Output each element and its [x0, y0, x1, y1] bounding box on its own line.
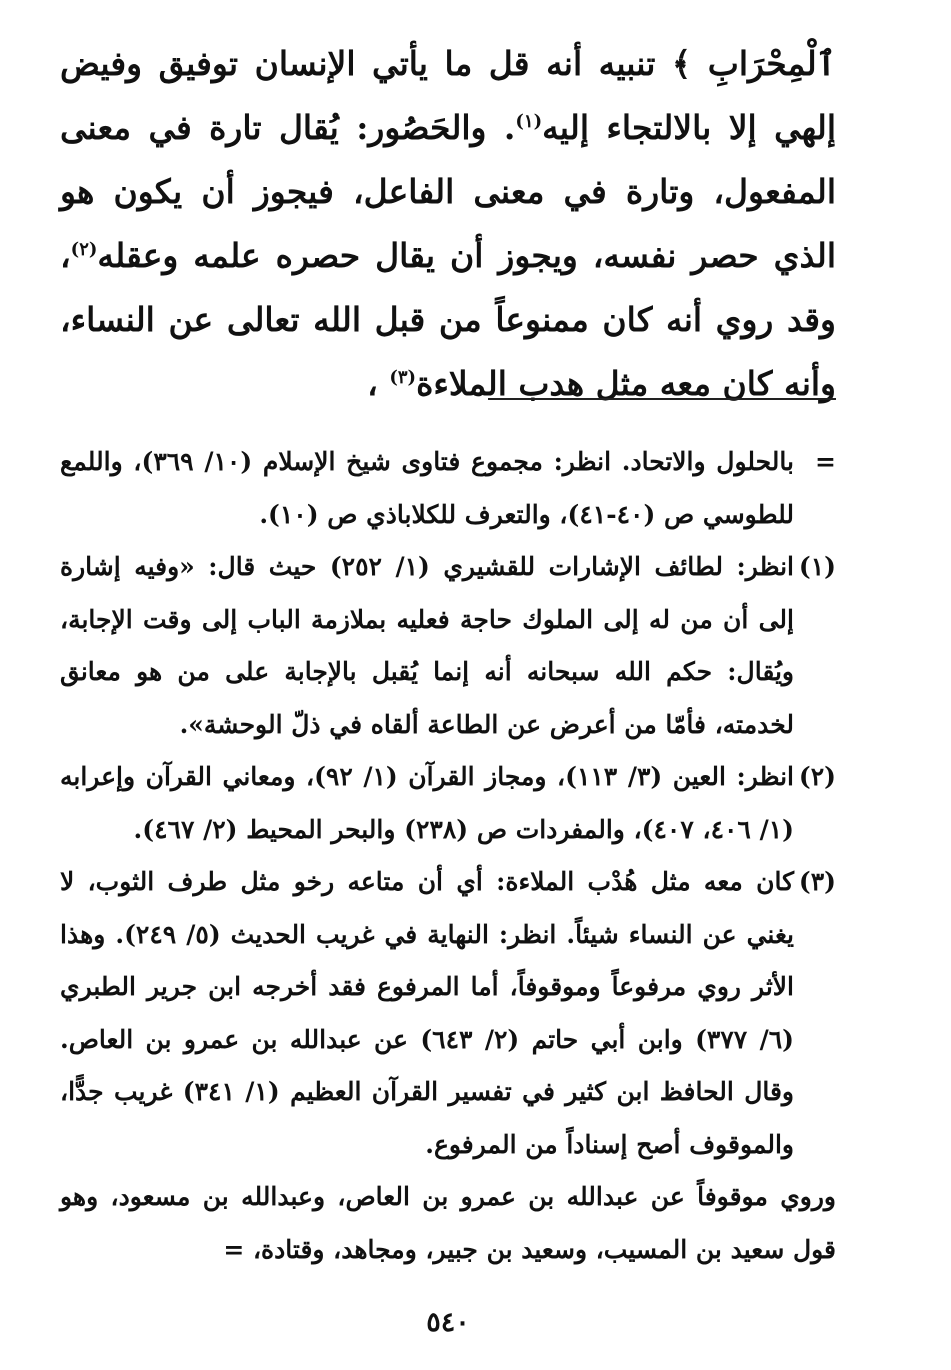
footnote-2-marker: (٢) [798, 762, 836, 791]
main-text [60, 32, 836, 416]
footnote-ref-2[interactable]: (٢) [70, 239, 98, 260]
footnote-2 [60, 751, 836, 856]
main-text-part-4: ، [367, 364, 378, 403]
footnote-ref-1[interactable]: (١) [515, 111, 543, 132]
footnote-1-text: انظر: لطائف الإشارات للقشيري (١/ ٢٥٢) حيث قال: «وفيه إشارة إلى أن من له إلى الملوك حاجة فعليه بملازمة الباب إلى وقت الإجابة، ويُقال: حكم الله سبحانه أنه إنما يُقبل بالإجابة على من هو معانق لخدمته، فأمّا من أعرض عن الطاعة ألقاه في ذلّ الوحشة». [60, 552, 794, 739]
footnote-3-text: كان معه مثل هُدْب الملاءة: أي أن متاعه رخو مثل طرف الثوب، لا يغني عن النساء شيئاً. انظر: النهاية في غريب الحديث (٥/ ٢٤٩). وهذا الأثر روي مرفوعاً وموقوفاً، أما المرفوع فقد أخرجه ابن جرير الطبري (٦/ ٣٧٧) وابن أبي حاتم (٢/ ٦٤٣) عن عبدالله بن عمرو بن العاص. وقال الحافظ ابن كثير في تفسير القرآن العظيم (١/ ٣٤١) غريب جدًّا، والموقوف أصح إسناداً من المرفوع. [60, 867, 795, 1159]
footnote-continuation-text: بالحلول والاتحاد. انظر: مجموع فتاوى شيخ الإسلام (١٠/ ٣٦٩)، واللمع للطوسي ص (٤٠-٤١)، والتعرف للكلاباذي ص (١٠). [60, 447, 794, 529]
footnote-1 [60, 541, 836, 751]
footnote-trailing-paragraph: وروي موقوفاً عن عبدالله بن عمرو بن العاص، وعبدالله بن مسعود، وهو قول سعيد بن المسيب، وسعيد بن جبير، ومجاهد، وقتادة، = [60, 1182, 836, 1264]
main-text-part-2: . والحَصُور: يُقال تارة في معنى المفعول، وتارة في معنى الفاعل، فيجوز أن يكون هو الذي حصر نفسه، ويجوز أن يقال حصره علمه وعقله [60, 108, 836, 275]
footnote-3 [60, 856, 836, 1171]
footnote-1-marker: (١) [798, 552, 836, 581]
continuation-marker: = [815, 447, 836, 476]
footnote-ref-3[interactable]: (٣) [389, 367, 417, 388]
footnotes [60, 436, 836, 1276]
footnote-divider [488, 398, 836, 400]
footnote-3-marker: (٣) [798, 867, 836, 896]
main-paragraph [60, 32, 836, 416]
main-text-part-3: ، وقد روي أنه كان ممنوعاً من قبل الله تعالى عن النساء، وأنه كان معه مثل هدب الملاءة [60, 236, 836, 403]
page-number: ٥٤٠ [426, 1307, 470, 1338]
footnote-2-text: انظر: العين (٣/ ١١٣)، ومجاز القرآن (١/ ٩٢)، ومعاني القرآن وإعرابه (١/ ٤٠٦، ٤٠٧)، والمفردات ص (٢٣٨) والبحر المحيط (٢/ ٤٦٧). [60, 762, 794, 844]
book-page [60, 32, 836, 1352]
main-text-part-1: ٱلْمِحْرَابِ ﴾ تنبيه أنه قل ما يأتي الإنسان توفيق وفيض إلهي إلا بالالتجاء إليه [60, 44, 837, 147]
footnote-continuation [60, 436, 836, 541]
